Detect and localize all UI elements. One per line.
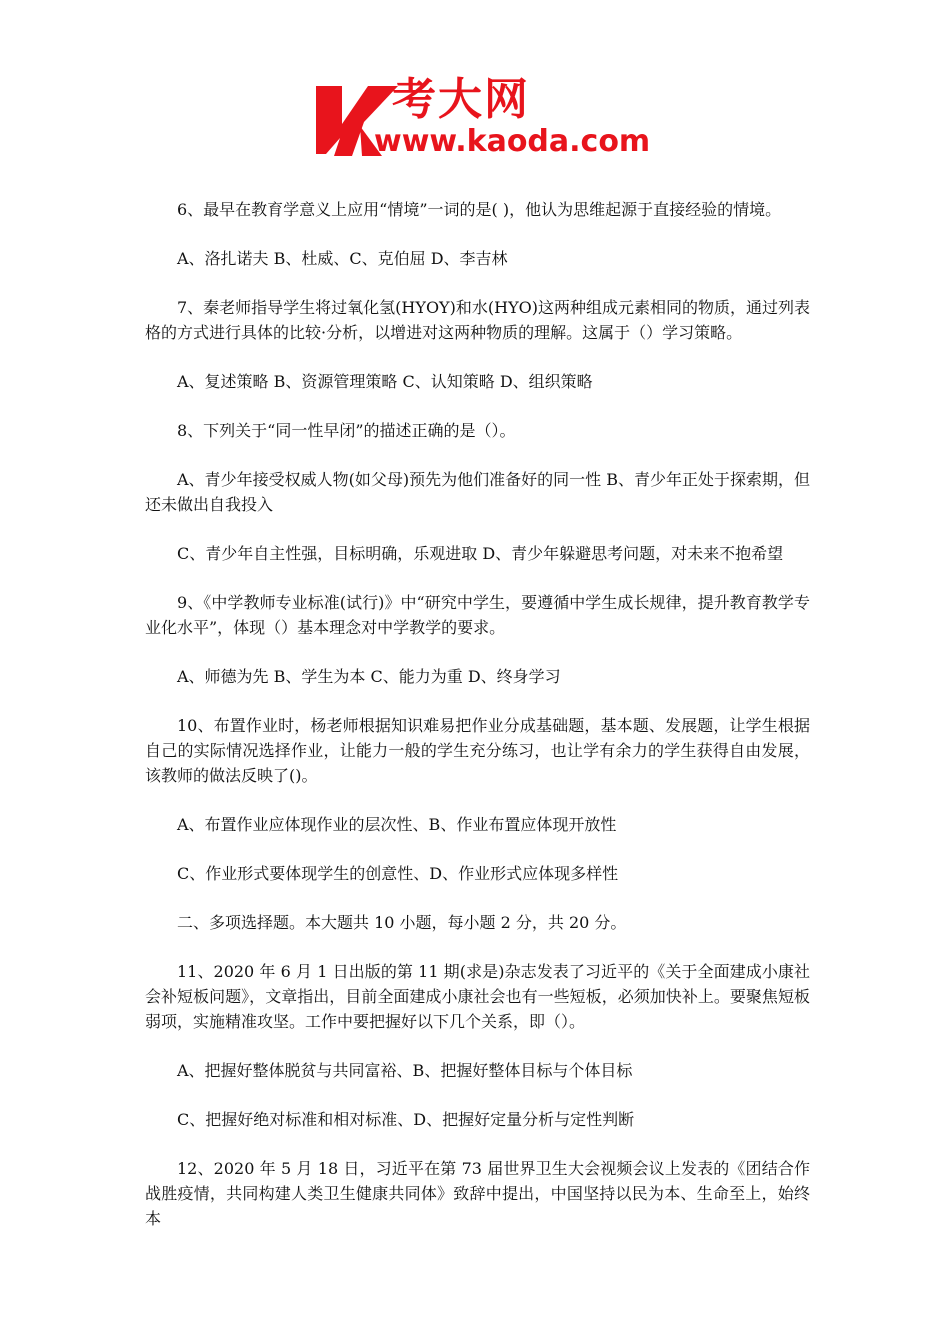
logo-url-text: www.kaoda.com [374, 124, 651, 159]
options-7: A、复述策略 B、资源管理策略 C、认知策略 D、组织策略 [177, 372, 593, 391]
options-11-cd: C、把握好绝对标准和相对标准、D、把握好定量分析与定性判断 [177, 1110, 635, 1129]
options-10-cd: C、作业形式要体现学生的创意性、D、作业形式应体现多样性 [177, 864, 619, 883]
options-6: A、洛扎诺夫 B、杜威、C、克伯屈 D、李吉林 [177, 249, 508, 268]
question-9: 9、《中学教师专业标准(试行)》中“研究中学生，要遵循中学生成长规律，提升教育教学专业化水平”，体现（）基本理念对中学教学的要求。 [145, 593, 810, 637]
question-11: 11、2020 年 6 月 1 日出版的第 11 期(求是)杂志发表了习近平的《关于全面建成小康社会补短板问题》，文章指出，目前全面建成小康社会也有一些短板，必须加快补上。要聚焦短板弱项，实施精准攻坚。工作中要把握好以下几个关系，即（）。 [145, 962, 810, 1031]
question-10: 10、布置作业时，杨老师根据知识难易把作业分成基础题，基本题、发展题，让学生根据自己的实际情况选择作业，让能力一般的学生充分练习，也让学有余力的学生获得自由发展，该教师的做法反映了()。 [145, 716, 810, 785]
options-11-ab: A、把握好整体脱贫与共同富裕、B、把握好整体目标与个体目标 [177, 1061, 633, 1080]
question-8: 8、下列关于“同一性早闭”的描述正确的是（）。 [177, 421, 516, 440]
question-7: 7、秦老师指导学生将过氧化氢(HYOY)和水(HYO)这两种组成元素相同的物质，通过列表格的方式进行具体的比较·分析，以增进对这两种物质的理解。这属于（）学习策略。 [145, 298, 810, 342]
question-12: 12、2020 年 5 月 18 日，习近平在第 73 届世界卫生大会视频会议上发表的《团结合作战胜疫情，共同构建人类卫生健康共同体》致辞中提出，中国坚持以民为本、生命至上，始终本 [145, 1159, 810, 1228]
options-10-ab: A、布置作业应体现作业的层次性、B、作业布置应体现开放性 [177, 815, 617, 834]
options-8-cd: C、青少年自主性强，目标明确，乐观进取 D、青少年躲避思考问题，对未来不抱希望 [177, 544, 784, 563]
options-9: A、师德为先 B、学生为本 C、能力为重 D、终身学习 [177, 667, 561, 686]
question-6: 6、最早在教育学意义上应用“情境”一词的是( )，他认为思维起源于直接经验的情境。 [177, 200, 782, 219]
section-heading-multiple-choice: 二、多项选择题。本大题共 10 小题，每小题 2 分，共 20 分。 [177, 913, 627, 932]
options-8-ab: A、青少年接受权威人物(如父母)预先为他们准备好的同一性 B、青少年正处于探索期，但还未做出自我投入 [145, 470, 810, 514]
logo-brand-text: 考大网 [392, 74, 530, 125]
kaoda-logo [312, 74, 651, 164]
document-body [145, 197, 810, 1231]
